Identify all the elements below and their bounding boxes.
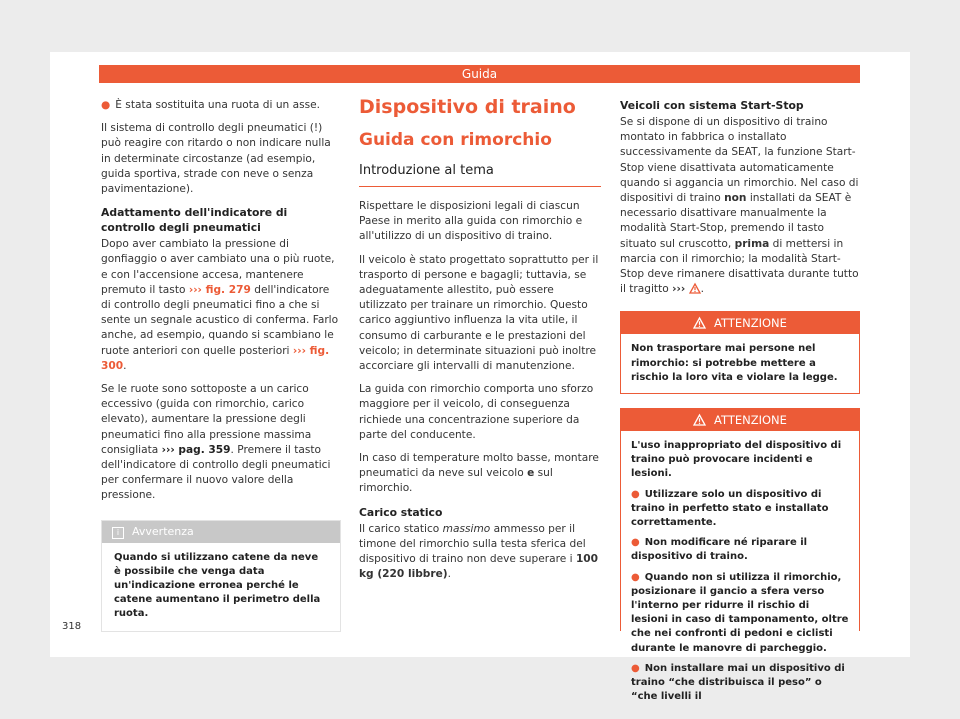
figure-link[interactable]: ››› fig. 279 xyxy=(188,283,251,296)
text-span: Se si dispone di un dispositivo di traino montato in fabbrica o installato successivamente da SEAT, la funzione Start-Stop viene disattivata automaticamente quando si aggancia un rimorchio. Nel caso di dispositivi di traino xyxy=(620,116,859,205)
paragraph: Se si dispone di un dispositivo di traino montato in fabbrica o installato successivamente da SEAT, la funzione Start-Stop viene disattivata automaticamente quando si aggancia un rimorchio. Nel caso di dispositivi di traino non installati da SEAT è necessario disattivare manualmente la modalità Start-Stop, premendo il tasto situato sul cruscotto, prima di mettersi in marcia con il rimorchio; la modalità Start-Stop deve rimanere disattivata durante tutto il tragitto ››› . xyxy=(620,116,859,296)
warning-body xyxy=(621,431,859,718)
figure-link[interactable]: ››› fig. 300 xyxy=(101,344,330,372)
chapter-header: Guida xyxy=(99,65,860,83)
text-span: Se le ruote sono sottoposte a un carico eccessivo (guida con rimorchio, carico elevato), aumentare la pressione degli pneumatici fino alla pressione massima consigliata xyxy=(101,383,312,456)
warning-intro: L'uso inappropriato del dispositivo di traino può provocare incidenti e lesioni. xyxy=(631,440,842,480)
warning-item xyxy=(631,571,849,656)
warning-item xyxy=(631,536,849,564)
italic-span: massimo xyxy=(442,522,491,535)
bullet-icon: ● xyxy=(631,662,640,674)
warning-triangle-icon xyxy=(693,317,706,329)
subheading: Adattamento dell'indicatore di controllo degli pneumatici xyxy=(101,206,288,235)
paragraph xyxy=(101,237,341,374)
bullet-icon: ● xyxy=(101,99,111,111)
subheading: Veicoli con sistema Start-Stop xyxy=(620,99,804,112)
bullet-icon: ● xyxy=(631,537,640,549)
bullet-text: È stata sostituita una ruota di un asse. xyxy=(115,99,321,111)
subheading: Carico statico xyxy=(359,505,443,519)
warning-header xyxy=(621,409,859,431)
text-span: ammesso per il timone del rimorchio sulla testa sferica del dispositivo di traino non deve superare i xyxy=(359,522,586,566)
warning-item-text: Quando non si utilizza il rimorchio, posizionare il gancio a sfera verso l'interno per ridurre il rischio di lesioni in caso di tamponamento, oltre che nei confronti di pedoni e ciclisti durante le manovre di parcheggio. xyxy=(631,571,849,654)
note-box xyxy=(101,520,341,632)
warning-item-text: Non installare mai un dispositivo di traino “che distribuisca il peso” o “che livelli il xyxy=(631,662,845,703)
bold-span: prima xyxy=(734,237,770,250)
page-link[interactable]: ››› pag. 359 xyxy=(161,443,231,456)
section-title: Guida con rimorchio xyxy=(359,130,552,150)
page-number: 318 xyxy=(62,621,82,632)
warning-box xyxy=(620,408,860,703)
paragraph: La guida con rimorchio comporta uno sforzo maggiore per il veicolo, di conseguenza richiede una concentrazione superiore da parte del conducente. xyxy=(359,383,594,441)
warning-text: Non trasportare mai persone nel rimorchio: si potrebbe mettere a rischio la loro vita e violare la legge. xyxy=(631,343,838,383)
text-span: di mettersi in marcia con il rimorchio; la modalità Start-Stop deve rimanere disattivata durante tutto il tragitto xyxy=(620,237,859,296)
warning-link[interactable]: ››› xyxy=(672,283,686,296)
warning-item xyxy=(631,662,849,705)
text-span: installati da SEAT è necessario disattivare manualmente la modalità Start-Stop, premendo il tasto situato sul cruscotto, xyxy=(620,192,852,250)
note-title: Avvertenza xyxy=(132,524,194,538)
warning-item xyxy=(631,488,849,531)
warning-triangle-icon xyxy=(693,414,706,426)
paragraph: Il sistema di controllo degli pneumatici (!) può reagire con ritardo o non indicare nulla in determinate circostanze (ad esempio, guida sportiva, strade con neve o senza pavimentazione). xyxy=(101,122,331,196)
chapter-title: Dispositivo di traino xyxy=(359,96,576,118)
warning-header xyxy=(621,312,859,334)
text-span: sul rimorchio. xyxy=(359,467,553,495)
paragraph xyxy=(359,522,601,583)
warning-item-text: Non modificare né riparare il dispositivo di traino. xyxy=(631,537,808,563)
column-middle xyxy=(359,96,601,590)
note-header xyxy=(102,521,340,543)
bullet-icon: ● xyxy=(631,571,640,583)
text-span: . xyxy=(123,359,127,372)
column-right xyxy=(620,98,860,703)
bold-span: non xyxy=(724,192,747,205)
bullet-icon: ● xyxy=(631,488,640,500)
warning-box xyxy=(620,311,860,394)
warning-item-text: Utilizzare solo un dispositivo di traino in perfetto stato e installato correttamente. xyxy=(631,488,829,529)
text-span: Il carico statico xyxy=(359,522,443,535)
bullet-item xyxy=(101,98,341,113)
text-span: In caso di temperature molto basse, montare pneumatici da neve sul veicolo xyxy=(359,452,599,480)
text-span: . Premere il tasto dell'indicatore di controllo degli pneumatici per confermare il nuovo valore della pressione. xyxy=(101,443,331,502)
paragraph xyxy=(101,382,341,504)
warning-title: ATTENZIONE xyxy=(714,413,787,428)
topic-title: Introduzione al tema xyxy=(359,162,601,187)
text-span: Dopo aver cambiato la pressione di gonfiaggio o aver cambiato una o più ruote, e con l'accensione accesa, mantenere premuto il tasto xyxy=(101,238,335,296)
text-span: . xyxy=(447,568,452,581)
warning-title: ATTENZIONE xyxy=(714,316,787,331)
info-icon: i xyxy=(112,527,124,539)
column-left xyxy=(101,98,341,632)
note-text: Quando si utilizzano catene da neve è possibile che venga data un'indicazione erronea perché le catene aumentano il perimetro della ruota. xyxy=(114,551,321,619)
text-span: dell'indicatore di controllo degli pneumatici fino a che si sente un segnale acustico di conferma. Farlo anche, ad esempio, quando si scambiano le ruote anteriori con quelle posteriori xyxy=(101,283,339,357)
warning-triangle-icon[interactable] xyxy=(689,283,701,294)
paragraph: Il veicolo è stato progettato soprattutto per il trasporto di persone e bagagli; tuttavia, se adeguatamente allestito, può essere utilizzato per trainare un rimorchio. Questo carico aggiuntivo influenza la vita utile, il consumo di carburante e le prestazioni del veicolo; in determinate situazioni può inoltre accorciare gli intervalli di manutenzione. xyxy=(359,253,599,373)
paragraph xyxy=(359,451,601,497)
paragraph: Rispettare le disposizioni legali di ciascun Paese in merito alla guida con rimorchio e all'utilizzo di un dispositivo di traino. xyxy=(359,200,583,243)
bold-span: 100 kg (220 libbre) xyxy=(359,553,599,581)
bold-span: e xyxy=(527,467,535,480)
